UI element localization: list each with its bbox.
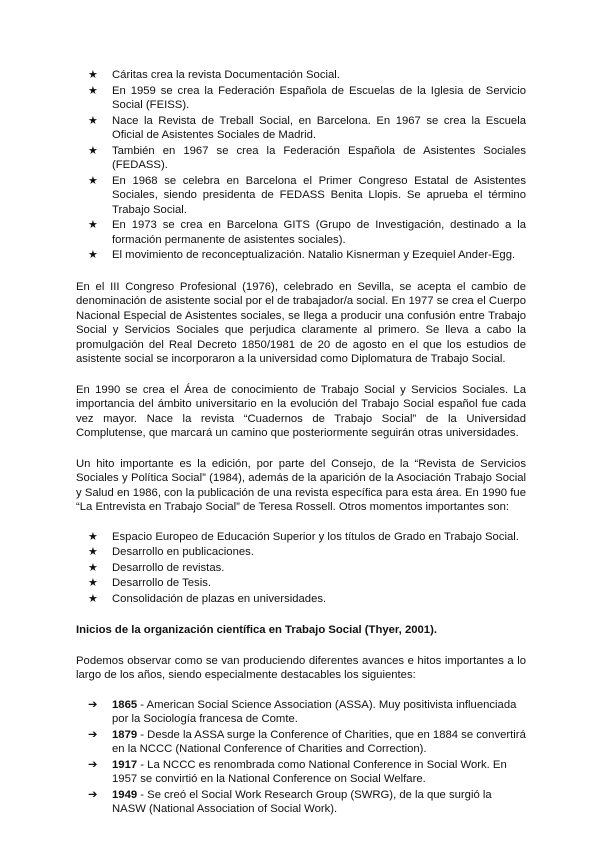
timeline-list — [76, 698, 526, 817]
section-heading: Inicios de la organización científica en Trabajo Social (Thyer, 2001). — [76, 624, 437, 636]
timeline-text: - Desde la ASSA surge la Conference of Charities, que en 1884 se convertirá en la NCCC (National Conference of Charities and Correction). — [112, 728, 526, 755]
star-bullet-icon: ★ — [88, 219, 98, 231]
list-item: ★ Desarrollo de revistas. — [88, 561, 225, 574]
list-item: ★ También en 1967 se crea la Federación Española de Asistentes Sociales (FEDASS). — [88, 144, 526, 171]
timeline-year: 1879 — [112, 728, 138, 741]
list-item: ★ En 1968 se celebra en Barcelona el Primer Congreso Estatal de Asistentes Sociales, siendo presidenta de FEDASS Benita Llopis. Se aprueba el término Trabajo Social. — [88, 174, 526, 216]
paragraph-area-conocimiento: En 1990 se crea el Área de conocimiento de Trabajo Social y Servicios Sociales. La importancia del ámbito universitario en la evolución del Trabajo Social español fue cada vez mayor. Nace la revista “Cuadernos de Trabajo Social” de la Universidad Complutense, que marcará un camino que posteriormente seguirán otras universidades. — [76, 383, 526, 439]
list-item: ★ El movimiento de reconceptualización. Natalio Kisnerman y Ezequiel Ander-Egg. — [88, 249, 516, 261]
star-bullet-icon: ★ — [88, 546, 98, 558]
timeline-text: - La NCCC es renombrada como National Conference in Social Work. En 1957 se convirtió en la National Conference on Social Welfare. — [112, 758, 507, 785]
star-bullet-icon: ★ — [88, 144, 98, 157]
arrow-bullet-icon: ➔ — [88, 758, 98, 771]
list-item: ★ Cáritas crea la revista Documentación Social. — [88, 69, 340, 81]
paragraph-congreso: En el III Congreso Profesional (1976), celebrado en Sevilla, se acepta el cambio de denominación de asistente social por el de trabajador/a social. En 1977 se crea el Cuerpo Nacional Especial de Asistentes sociales, se llega a producir una confusión entre Trabajo Social y Servicios Sociales que perjudica claramente al primero. Se lleva a cabo la promulgación del Real Decreto 1850/1981 de 20 de agosto en el que los estudios de asistente social se incorporaron a la universidad como Diplomatura de Trabajo Social. — [76, 280, 526, 365]
arrow-bullet-icon: ➔ — [88, 698, 98, 711]
list-item: ★ Espacio Europeo de Educación Superior y los títulos de Grado en Trabajo Social. — [88, 530, 519, 543]
timeline-item — [88, 788, 526, 817]
timeline-item — [88, 728, 526, 757]
paragraph-hito-importante: Un hito importante es la edición, por parte del Consejo, de la “Revista de Servicios Sociales y Política Social” (1984), además de la aparición de la Asociación Trabajo Social y Salud en 1986, con la publicación de una revista específica para esta área. En 1990 fue “La Entrevista en Trabajo Social” de Teresa Rossell. Otros momentos importantes son: — [76, 457, 526, 513]
star-bullet-icon: ★ — [88, 530, 98, 543]
star-bullet-icon: ★ — [88, 561, 98, 574]
timeline-item — [88, 758, 526, 787]
timeline-year: 1949 — [112, 788, 138, 801]
timeline-item — [88, 698, 526, 727]
timeline-text: - American Social Science Association (ASSA). Muy positivista influenciada por la Sociología francesa de Comte. — [112, 698, 517, 725]
star-bullet-icon: ★ — [88, 577, 98, 589]
star-bullet-icon: ★ — [88, 84, 98, 97]
star-bullet-icon: ★ — [88, 114, 98, 127]
arrow-bullet-icon: ➔ — [88, 728, 98, 741]
paragraph-intro-timeline: Podemos observar como se van produciendo diferentes avances e hitos importantes a lo largo de los años, siendo especialmente destacables los siguientes: — [76, 654, 526, 681]
list-item: ★ Consolidación de plazas en universidades. — [88, 592, 327, 605]
important-moments-list — [76, 530, 526, 607]
list-item: ★ Nace la Revista de Treball Social, en Barcelona. En 1967 se crea la Escuela Oficial de Asistentes Sociales de Madrid. — [88, 114, 526, 141]
list-item: ★ En 1959 se crea la Federación Española de Escuelas de la Iglesia de Servicio Social (FEISS). — [88, 84, 526, 111]
star-bullet-icon: ★ — [88, 592, 98, 605]
star-bullet-icon: ★ — [88, 249, 98, 261]
timeline-text: - Se creó el Social Work Research Group (SWRG), de la que surgió la NASW (National Association of Social Work). — [112, 788, 492, 815]
page-content — [76, 68, 526, 818]
arrow-bullet-icon: ➔ — [88, 788, 98, 801]
star-bullet-icon: ★ — [88, 69, 98, 81]
timeline-year: 1917 — [112, 758, 138, 771]
timeline-year: 1865 — [112, 698, 138, 711]
milestones-list — [76, 68, 526, 263]
list-item: ★ Desarrollo de Tesis. — [88, 577, 211, 589]
star-bullet-icon: ★ — [88, 174, 98, 187]
list-item: ★ En 1973 se crea en Barcelona GITS (Grupo de Investigación, destinado a la formación permanente de asistentes sociales). — [88, 219, 526, 246]
list-item: ★ Desarrollo en publicaciones. — [88, 546, 254, 558]
